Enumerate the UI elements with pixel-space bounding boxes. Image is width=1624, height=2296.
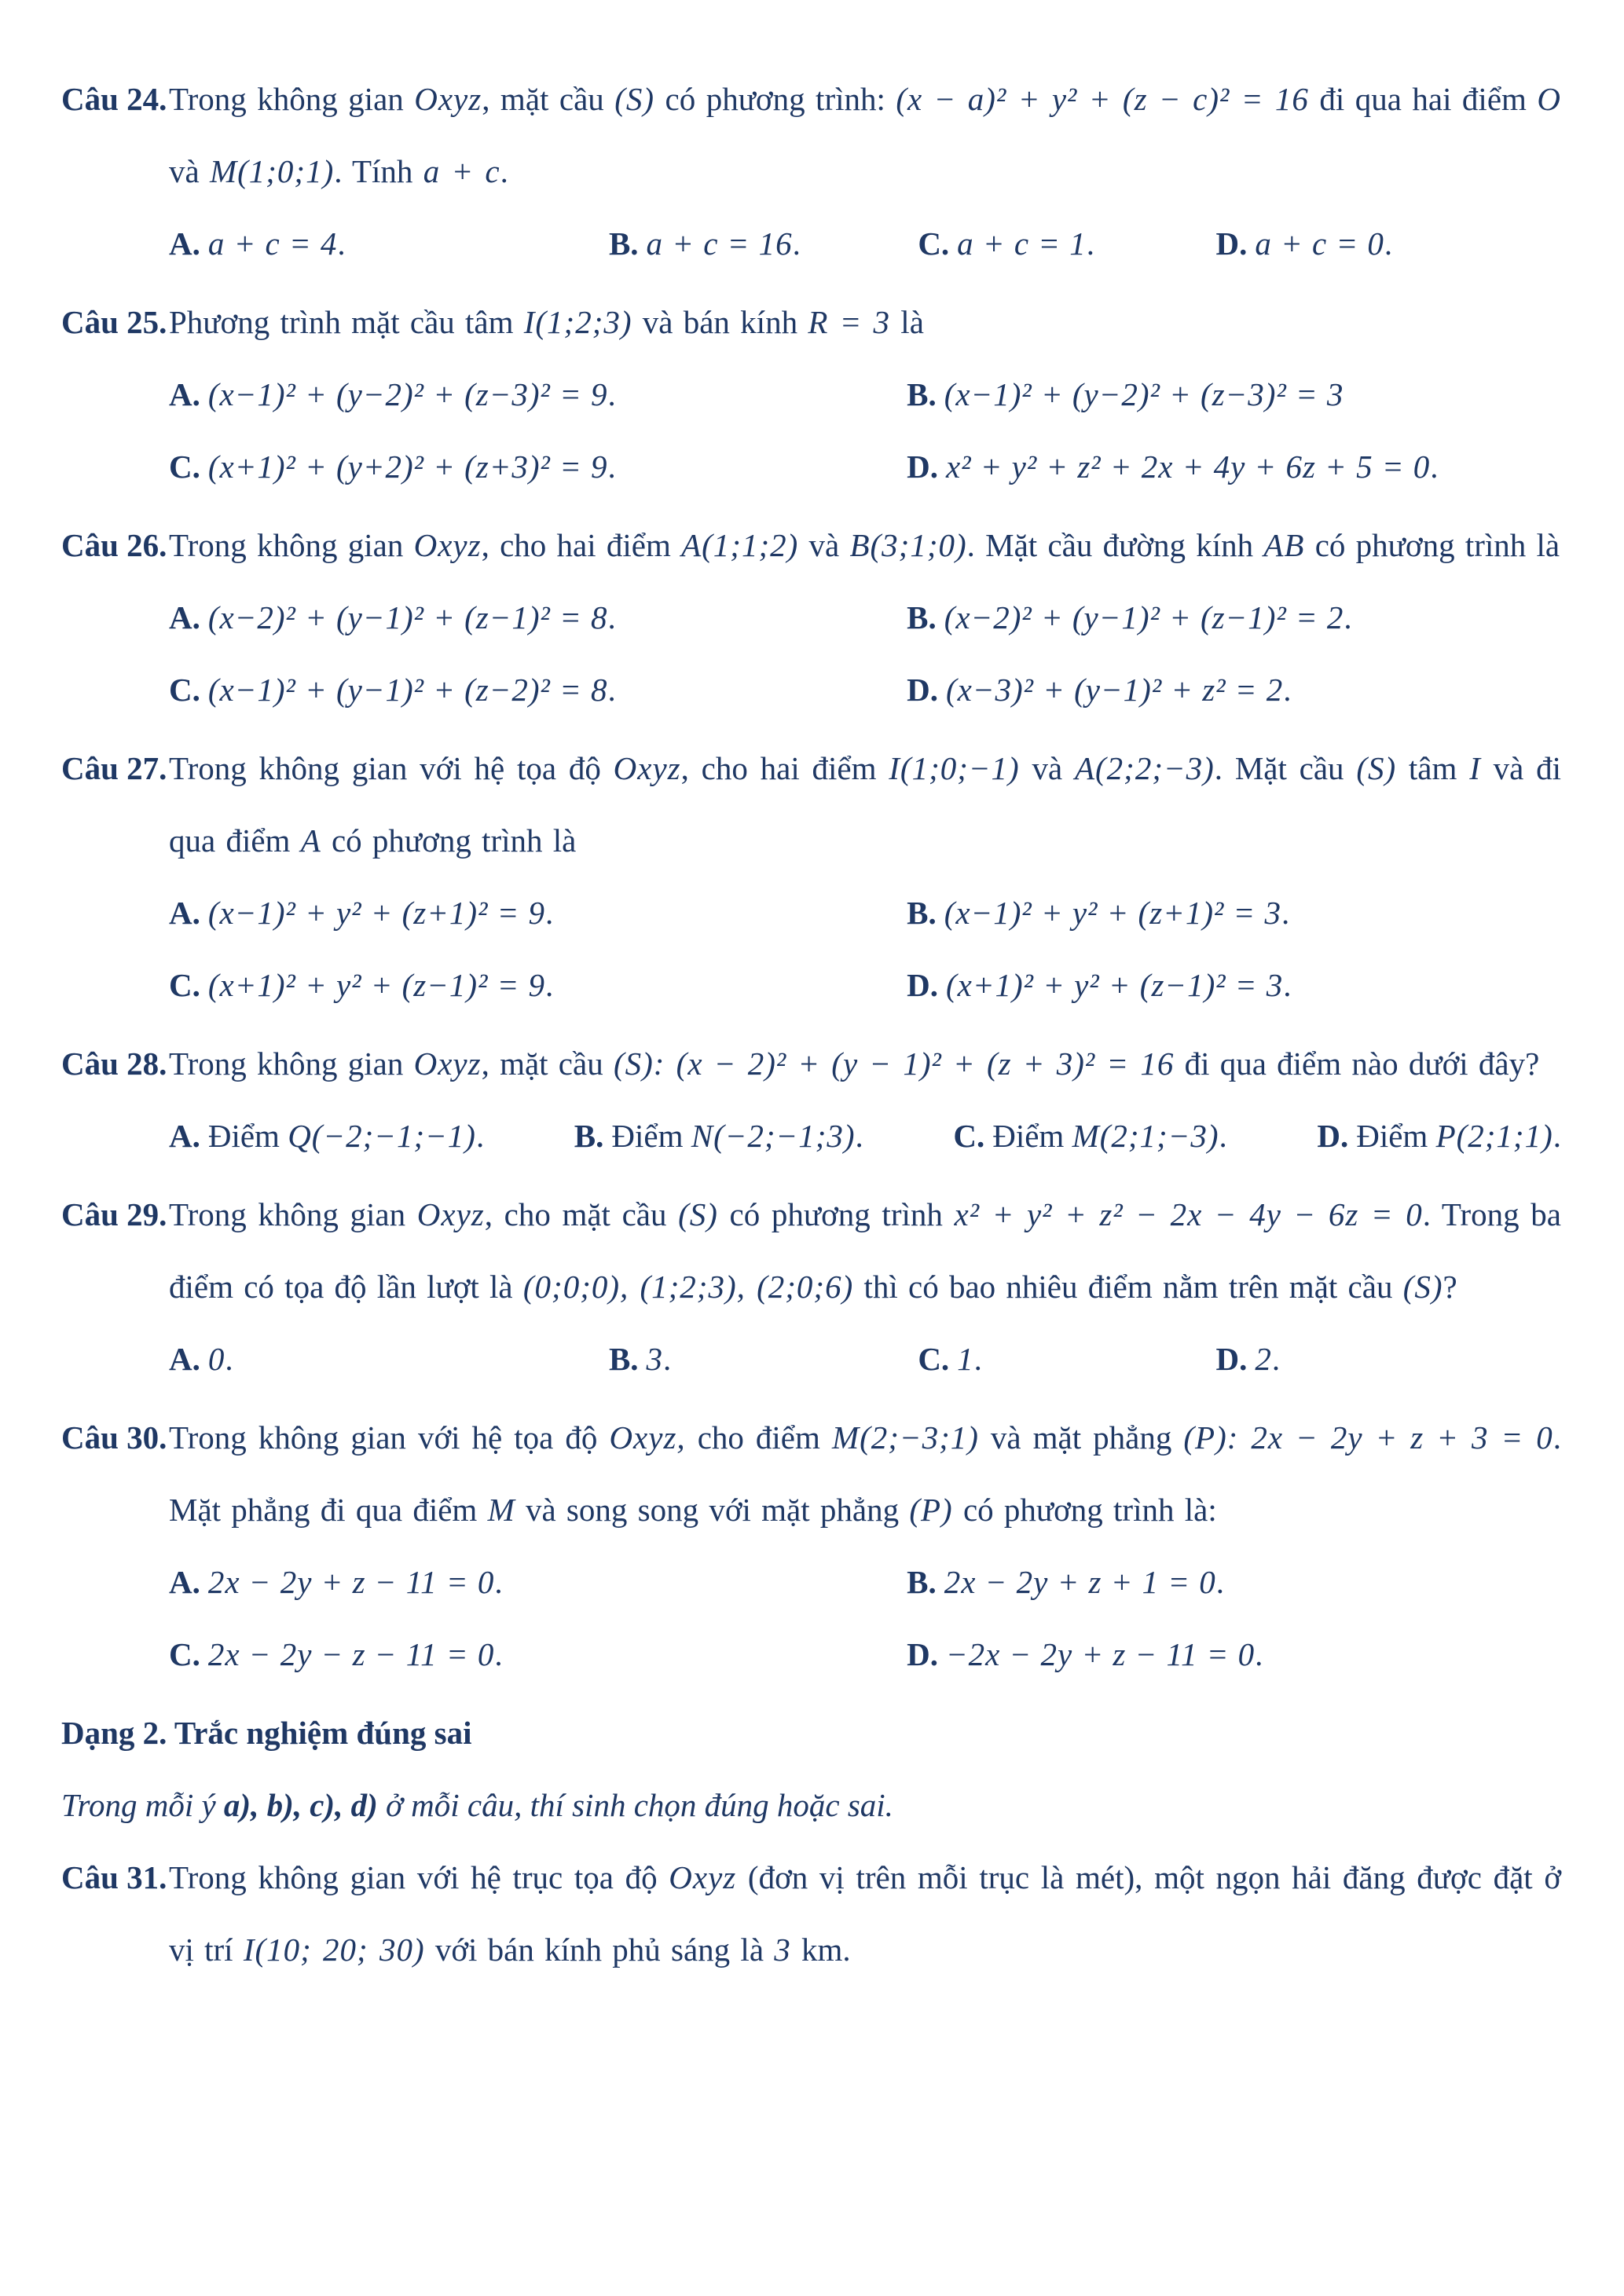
text-segment: . [1219,1118,1227,1154]
text-segment: với bán kính phủ sáng là [424,1932,775,1968]
text-segment: Điểm [992,1118,1072,1154]
text-segment: . [1283,967,1292,1003]
text-segment: (x−1)² + (y−2)² + (z−3)² = 9 [207,376,608,412]
option-letter: B. [608,1341,639,1377]
text-segment: có phương trình: [654,81,896,117]
text-segment: Q(−2;−1;−1) [288,1118,476,1154]
answer-option [907,430,1561,503]
text-segment: Trong không gian với hệ tọa độ [169,1419,610,1456]
option-letter: D. [1317,1118,1349,1154]
option-letter: D. [1215,1341,1248,1377]
text-segment: 2 [1255,1341,1272,1377]
answer-option [1216,207,1561,280]
option-letter: A. [169,1564,200,1600]
answer-option [169,430,907,503]
text-segment: đi qua điểm nào dưới đây? [1174,1045,1540,1082]
question-text [169,1178,1561,1323]
text-segment: Oxyz, [609,1419,686,1456]
text-segment: Phương trình mặt cầu tâm [169,304,524,340]
text-segment: . [1283,672,1292,708]
text-segment: (S) [678,1196,718,1232]
text-segment: . [1281,895,1290,931]
text-segment: Trong mỗi ý [61,1787,224,1823]
text-segment: A(1;1;2) [681,527,799,563]
text-segment: . [1255,1636,1263,1672]
text-segment: (x−2)² + (y−1)² + (z−1)² = 2 [944,599,1344,635]
text-segment: Điểm [207,1118,288,1154]
text-segment: M(2;−3;1) [831,1419,979,1456]
answer-option [907,877,1561,949]
text-segment: Oxyz [613,750,681,786]
text-segment: và bán kính [632,304,808,340]
options-group [169,207,1561,280]
text-segment: a + c [423,153,500,189]
text-segment: B(3;1;0) [849,527,967,563]
text-segment: Trong không gian [169,81,415,117]
text-segment: . [500,153,508,189]
text-segment: . [1215,1564,1225,1600]
text-segment: (x+1)² + y² + (z−1)² = 3 [946,967,1284,1003]
question-number: Câu 25. [61,304,167,340]
question-text [169,286,1561,358]
text-segment: Trong không gian với hệ tọa độ [169,750,614,786]
options-group [169,877,1561,1021]
text-segment: −2x − 2y + z − 11 = 0 [946,1636,1256,1672]
text-segment: 2x − 2y + z − 11 = 0 [207,1564,495,1600]
text-segment: km. [790,1932,851,1968]
text-segment: ở mỗi câu, thí sinh chọn đúng hoặc sai. [377,1787,893,1823]
text-segment: . Trong ba điểm có tọa độ lần lượt là [169,1196,1561,1305]
option-letter: C. [169,449,200,485]
question-block [61,1841,1561,1986]
text-segment: (S) [1356,750,1397,786]
question-number: Câu 29. [61,1196,167,1232]
text-segment: O [1537,81,1561,117]
text-segment: I(1;2;3) [523,304,632,340]
text-segment: tâm [1396,750,1470,786]
text-segment: (x − a)² + y² + (z − c)² = 16 [896,81,1309,117]
text-segment: R = 3 [808,304,891,340]
option-letter: A. [169,225,200,262]
question-number: Câu 26. [61,527,167,563]
text-segment: . Mặt cầu [1214,750,1357,786]
text-segment: x² + y² + z² + 2x + 4y + 6z + 5 = 0 [946,449,1431,485]
option-letter: C. [953,1118,985,1154]
question-text [169,1841,1561,1986]
answer-option [918,1323,1215,1395]
text-segment: . Tính [334,153,423,189]
text-segment: Oxyz [413,1045,482,1082]
text-segment: AB [1263,527,1305,563]
text-segment: . [1553,1118,1561,1154]
text-segment: I(10; 20; 30) [243,1932,425,1968]
text-segment: . [607,672,616,708]
text-segment: Trong không gian [169,1196,417,1232]
text-segment: (x+1)² + (y+2)² + (z+3)² = 9 [207,449,608,485]
question-number: Câu 30. [61,1419,167,1456]
option-letter: A. [169,1341,200,1377]
section-heading: Dạng 2. Trắc nghiệm đúng sai [61,1715,472,1751]
text-segment: và [169,153,210,189]
text-segment: có phương trình là [321,822,577,859]
text-segment: (x−1)² + y² + (z+1)² = 9 [207,895,546,931]
text-segment: . [225,1341,233,1377]
options-group [169,1546,1561,1690]
answer-option [907,949,1561,1021]
text-segment: . [1430,449,1439,485]
option-letter: B. [907,1564,937,1600]
text-segment: cho điểm [685,1419,832,1456]
option-letter: C. [918,225,950,262]
text-segment: 1 [957,1341,974,1377]
section-note [61,1769,1561,1841]
option-letter: B. [574,1118,604,1154]
question-text [169,63,1561,207]
option-letter: A. [169,599,200,635]
text-segment: 3 [774,1932,791,1968]
text-segment: Oxyz [416,1196,485,1232]
text-segment: . [494,1564,503,1600]
question-block [61,732,1561,1021]
text-segment: . [337,225,346,262]
answer-option [1216,1323,1561,1395]
option-letter: B. [907,599,937,635]
text-segment: , cho hai điểm [680,750,889,786]
option-letter: A. [169,1118,200,1154]
text-segment: , cho mặt cầu [484,1196,679,1232]
answer-option [907,1618,1561,1690]
answer-option [169,1618,907,1690]
text-segment: Oxyz [669,1859,737,1895]
question-number: Câu 24. [61,81,167,117]
text-segment: I(1;0;−1) [889,750,1020,786]
text-segment: . [494,1636,503,1672]
text-segment: có phương trình là: [952,1492,1217,1528]
text-segment: và mặt phẳng [978,1419,1184,1456]
text-segment: và song song với mặt phẳng [515,1492,910,1528]
option-letter: D. [907,967,939,1003]
text-segment: Điểm [1356,1118,1436,1154]
answer-option [918,207,1215,280]
text-segment: . [545,895,554,931]
option-letter: C. [169,672,200,708]
question-number: Câu 27. [61,750,167,786]
options-group [169,1323,1561,1395]
text-segment: (x−1)² + y² + (z+1)² = 3 [944,895,1281,931]
question-text [169,509,1561,581]
option-letter: A. [169,895,200,931]
answer-option [907,358,1561,430]
questions-list [61,63,1561,1986]
question-text [169,732,1561,877]
text-segment: Trong không gian với hệ trục tọa độ [169,1859,669,1895]
text-segment: (x−1)² + (y−1)² + (z−2)² = 8 [207,672,608,708]
text-segment: (0;0;0), (1;2;3), (2;0;6) [522,1269,854,1305]
text-segment: a + c = 16 [646,225,793,262]
text-segment: (P): 2x − 2y + z + 3 = 0 [1183,1419,1553,1456]
answer-option [169,949,907,1021]
text-segment: có phương trình [717,1196,955,1232]
text-segment: (x−2)² + (y−1)² + (z−1)² = 8 [207,599,608,635]
text-segment: (x−1)² + (y−2)² + (z−3)² = 3 [944,376,1344,412]
answer-option [609,207,918,280]
text-segment: . [1384,225,1393,262]
option-letter: C. [918,1341,950,1377]
text-segment: a), b), c), d) [223,1787,378,1823]
text-segment: A [300,822,321,859]
text-segment: 2x − 2y + z + 1 = 0 [944,1564,1216,1600]
text-segment: a + c = 0 [1255,225,1384,262]
text-segment: Trong không gian [169,527,414,563]
text-segment: M(2;1;−3) [1072,1118,1219,1154]
text-segment: . [1271,1341,1281,1377]
text-segment: và [1019,750,1075,786]
text-segment: đi qua hai điểm [1308,81,1538,117]
answer-option [169,581,907,654]
option-letter: B. [608,225,639,262]
text-segment: (x+1)² + y² + (z−1)² = 9 [207,967,546,1003]
answer-option [907,654,1561,726]
text-segment: ? [1443,1269,1457,1305]
answer-option [169,877,907,949]
text-segment: 2x − 2y − z − 11 = 0 [207,1636,495,1672]
text-segment: . [1344,599,1352,635]
text-segment: . [475,1118,485,1154]
option-letter: D. [907,672,939,708]
answer-option [574,1100,863,1172]
text-segment: (đơn vị trên mỗi trục là mét), một ngọn hải đăng được đặt ở vị trí [169,1859,1562,1968]
text-segment: Trong không gian [169,1045,414,1082]
question-number: Câu 31. [61,1859,167,1895]
question-block [61,1401,1561,1690]
text-segment: . [607,599,616,635]
option-letter: A. [169,376,200,412]
answer-option [169,207,609,280]
text-segment: . [663,1341,672,1377]
text-segment: là [890,304,924,340]
answer-option [953,1100,1226,1172]
answer-option [609,1323,918,1395]
options-group [169,358,1561,503]
text-segment: Oxyz [414,81,482,117]
question-block [61,509,1561,726]
answer-option [907,581,1561,654]
text-segment: (S) [614,81,655,117]
text-segment: x² + y² + z² − 2x − 4y − 6z = 0 [954,1196,1423,1232]
text-segment: (S) [1402,1269,1443,1305]
text-segment: 0 [207,1341,225,1377]
text-segment: M [487,1492,515,1528]
text-segment: 3 [646,1341,664,1377]
option-letter: B. [907,376,937,412]
option-letter: D. [907,1636,939,1672]
text-segment: . [1086,225,1094,262]
question-text [169,1027,1561,1100]
text-segment: thì có bao nhiêu điểm nằm trên mặt cầu [853,1269,1403,1305]
answer-option [907,1546,1561,1618]
answer-option [169,358,907,430]
text-segment: . [792,225,801,262]
text-segment: có phương trình là [1304,527,1560,563]
answer-option [169,654,907,726]
question-block [61,1178,1561,1395]
text-segment: M(1;0;1) [209,153,335,189]
answer-option [169,1546,907,1618]
answer-option [169,1100,484,1172]
text-segment: . [973,1341,982,1377]
text-segment: , mặt cầu [482,81,615,117]
text-segment: , cho hai điểm [481,527,682,563]
question-text [169,1401,1561,1546]
text-segment: I [1469,750,1481,786]
answer-option [1317,1100,1561,1172]
question-block [61,286,1561,503]
text-segment: (S): (x − 2)² + (y − 1)² + (z + 3)² = 16 [613,1045,1175,1082]
text-segment: . Mặt phẳng đi qua điểm [169,1419,1561,1528]
text-segment: Điểm [611,1118,691,1154]
question-number: Câu 28. [61,1045,167,1082]
text-segment: . [607,449,616,485]
question-block [61,1027,1561,1172]
text-segment: . Mặt cầu đường kính [966,527,1264,563]
text-segment: P(2;1;1) [1435,1118,1553,1154]
text-segment: A(2;2;−3) [1074,750,1215,786]
text-segment: a + c = 1 [957,225,1087,262]
option-letter: D. [907,449,939,485]
text-segment: . [545,967,554,1003]
text-segment: a + c = 4 [207,225,338,262]
text-segment: N(−2;−1;3) [691,1118,856,1154]
text-segment: . [855,1118,863,1154]
text-segment: (P) [909,1492,953,1528]
text-segment: . [607,376,616,412]
options-group [169,1100,1561,1172]
options-group [169,581,1561,726]
text-segment: , mặt cầu [481,1045,614,1082]
option-letter: D. [1215,225,1248,262]
option-letter: C. [169,1636,200,1672]
text-segment: Oxyz [413,527,482,563]
text-segment: (x−3)² + (y−1)² + z² = 2 [946,672,1284,708]
option-letter: C. [169,967,200,1003]
option-letter: B. [907,895,937,931]
text-segment: và đi qua điểm [169,750,1561,859]
answer-option [169,1323,609,1395]
text-segment: và [798,527,850,563]
question-block [61,63,1561,280]
